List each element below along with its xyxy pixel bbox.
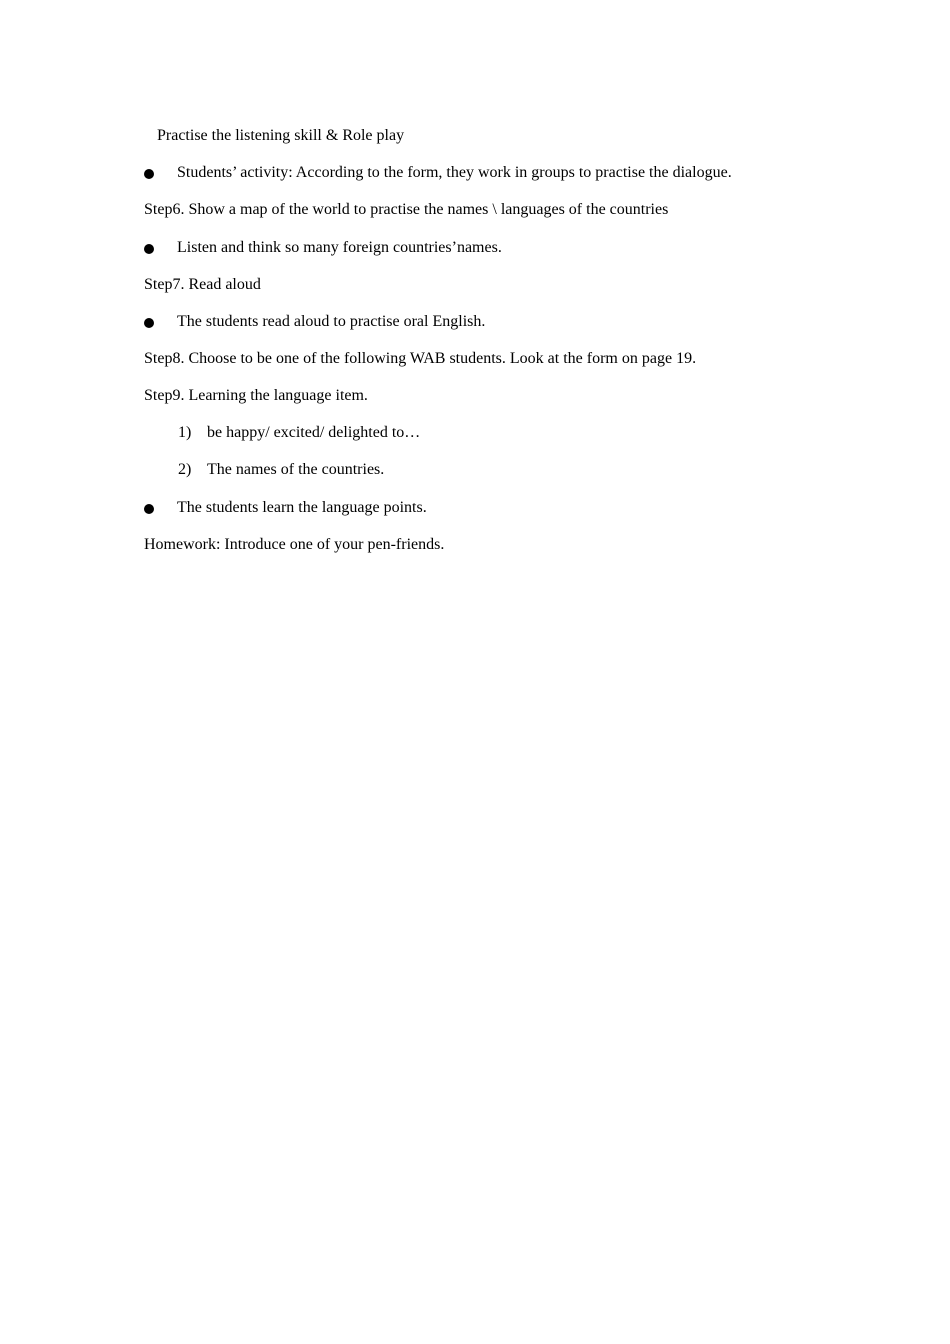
bullet-text: The students read aloud to practise oral English. xyxy=(177,313,486,330)
step7-line: Step7. Read aloud xyxy=(144,276,261,293)
numbered-text: The names of the countries. xyxy=(207,461,385,478)
bullet-icon xyxy=(144,318,154,328)
intro-line: Practise the listening skill & Role play xyxy=(157,127,405,144)
numbered-marker: 1) xyxy=(178,424,192,441)
numbered-text: be happy/ excited/ delighted to… xyxy=(207,424,421,441)
bullet-icon xyxy=(144,244,154,254)
bullet-icon xyxy=(144,169,154,179)
bullet-icon xyxy=(144,504,154,514)
homework-line: Homework: Introduce one of your pen-friends. xyxy=(144,536,445,553)
bullet-text: Listen and think so many foreign countries’names. xyxy=(177,239,502,256)
bullet-text: Students’ activity: According to the form, they work in groups to practise the dialogue. xyxy=(177,164,732,181)
bullet-text: The students learn the language points. xyxy=(177,499,427,516)
step8-line: Step8. Choose to be one of the following WAB students. Look at the form on page 19. xyxy=(144,350,697,367)
step9-line: Step9. Learning the language item. xyxy=(144,387,368,404)
numbered-marker: 2) xyxy=(178,461,192,478)
step6-line: Step6. Show a map of the world to practise the names \ languages of the countries xyxy=(144,201,669,218)
